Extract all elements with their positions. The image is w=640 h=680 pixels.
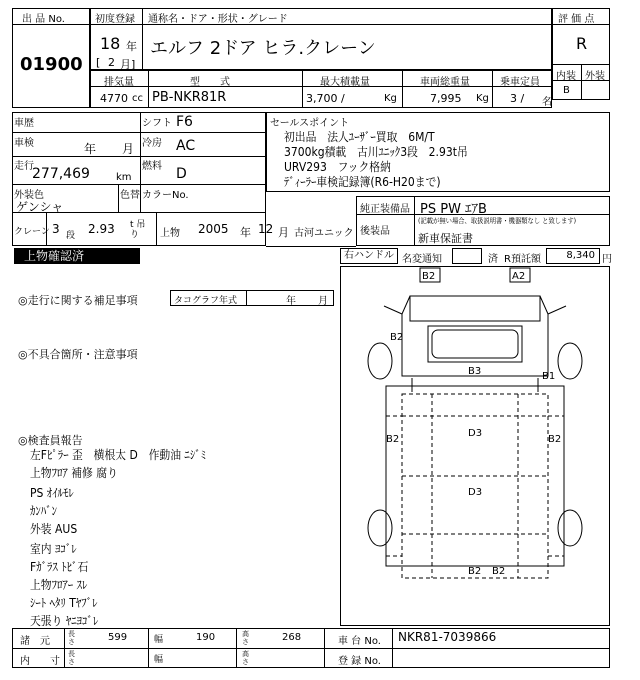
crane-tons: 2.93 bbox=[88, 222, 115, 236]
equipment-value: PS PW ｴｱB bbox=[420, 202, 487, 217]
mark-b2-right-1: B2 bbox=[548, 434, 562, 445]
model-label: 通称名・ドア・形状・グレード bbox=[148, 14, 288, 25]
running-notes-title: ◎走行に関する補足事項 bbox=[18, 294, 138, 307]
inspector-line: PS ｵｲﾙﾓﾚ bbox=[30, 486, 74, 500]
inspector-line: 上物ﾌﾛｱ 補修 腐り bbox=[30, 466, 118, 480]
first-registration-label: 初度登録 bbox=[95, 14, 135, 25]
defects-title: ◎不具合箇所・注意事項 bbox=[18, 348, 138, 361]
mark-d3-bed-2: D3 bbox=[468, 487, 483, 498]
inspector-line: Fｶﾞﾗｽ ﾄﾋﾞ石 bbox=[30, 560, 89, 574]
inspector-line: ｶﾝﾊﾞﾝ bbox=[30, 504, 58, 518]
recycle-value: 8,340 bbox=[546, 248, 600, 264]
inspector-line: ｼｰﾄ ﾍﾀﾘ Tﾔﾌﾞﾚ bbox=[30, 596, 98, 610]
truck-diagram bbox=[340, 266, 610, 626]
mark-b2-front-left: B2 bbox=[422, 271, 436, 282]
interior-score-label: 内装 bbox=[556, 71, 576, 82]
chassis-number: NKR81-7039866 bbox=[398, 630, 497, 644]
max-load: 3,700 / bbox=[306, 92, 345, 105]
mark-a2-front-right: A2 bbox=[512, 271, 526, 282]
score-value: R bbox=[576, 34, 588, 53]
displacement: 4770 bbox=[100, 92, 128, 105]
gross-weight: 7,995 bbox=[430, 92, 462, 105]
mark-b1-right: B1 bbox=[542, 371, 556, 382]
mark-d3-bed-1: D3 bbox=[468, 428, 483, 439]
mark-b2-door: B2 bbox=[390, 332, 404, 343]
sales-points-title: セールスポイント bbox=[270, 118, 350, 129]
inspector-line: 左Fﾋﾟﾗｰ 歪 横根太 D 作動油 ﾆｼﾞﾐ bbox=[30, 448, 207, 462]
inspector-title: ◎検査員報告 bbox=[18, 434, 83, 447]
inspector-line: 室内 ﾖｺﾞﾚ bbox=[30, 542, 77, 556]
exterior-score-label: 外装 bbox=[585, 71, 605, 82]
height: 268 bbox=[282, 632, 302, 643]
fuel-value: D bbox=[176, 166, 187, 182]
interior-score: B bbox=[563, 85, 570, 96]
model-name: エルフ 2ドア ヒラ.クレーン bbox=[150, 38, 376, 59]
inspector-line: 天張り ﾔﾆﾖｺﾞﾚ bbox=[30, 614, 99, 628]
reg-year: 18 bbox=[100, 34, 121, 53]
rhd-box: 右ハンドル bbox=[340, 248, 398, 264]
bed-confirmed-banner: 上物確認済 bbox=[14, 248, 140, 264]
length: 599 bbox=[108, 632, 128, 643]
bed-maker: 古河ユニック bbox=[294, 228, 354, 239]
mark-b3-cab: B3 bbox=[468, 366, 482, 377]
mark-b2-rear-1: B2 bbox=[468, 566, 482, 577]
lot-number: 01900 bbox=[20, 54, 83, 75]
manual-value: 新車保証書 bbox=[418, 232, 473, 245]
exterior-color: ゲンシャ bbox=[16, 200, 64, 214]
crane-stages: 3 bbox=[52, 222, 60, 236]
mark-b2-rear-2: B2 bbox=[492, 566, 506, 577]
reg-year-unit: 年 bbox=[126, 40, 137, 53]
inspector-line: 外装 AUS bbox=[30, 522, 78, 536]
shift-value: F6 bbox=[176, 114, 193, 130]
model-code: PB-NKR81R bbox=[152, 90, 227, 105]
ac-value: AC bbox=[176, 138, 196, 154]
capacity: 3 / bbox=[510, 92, 525, 105]
bed-year: 2005 bbox=[198, 222, 229, 236]
mark-b2-left-1: B2 bbox=[386, 434, 400, 445]
inspector-line: 上物ﾌﾛｱｰ ｽﾚ bbox=[30, 578, 88, 592]
reg-month: 2 bbox=[108, 56, 115, 69]
width: 190 bbox=[196, 632, 216, 643]
mileage: 277,469 bbox=[32, 166, 90, 182]
score-label: 評 価 点 bbox=[558, 14, 595, 25]
lot-label: 出 品 No. bbox=[22, 14, 65, 25]
